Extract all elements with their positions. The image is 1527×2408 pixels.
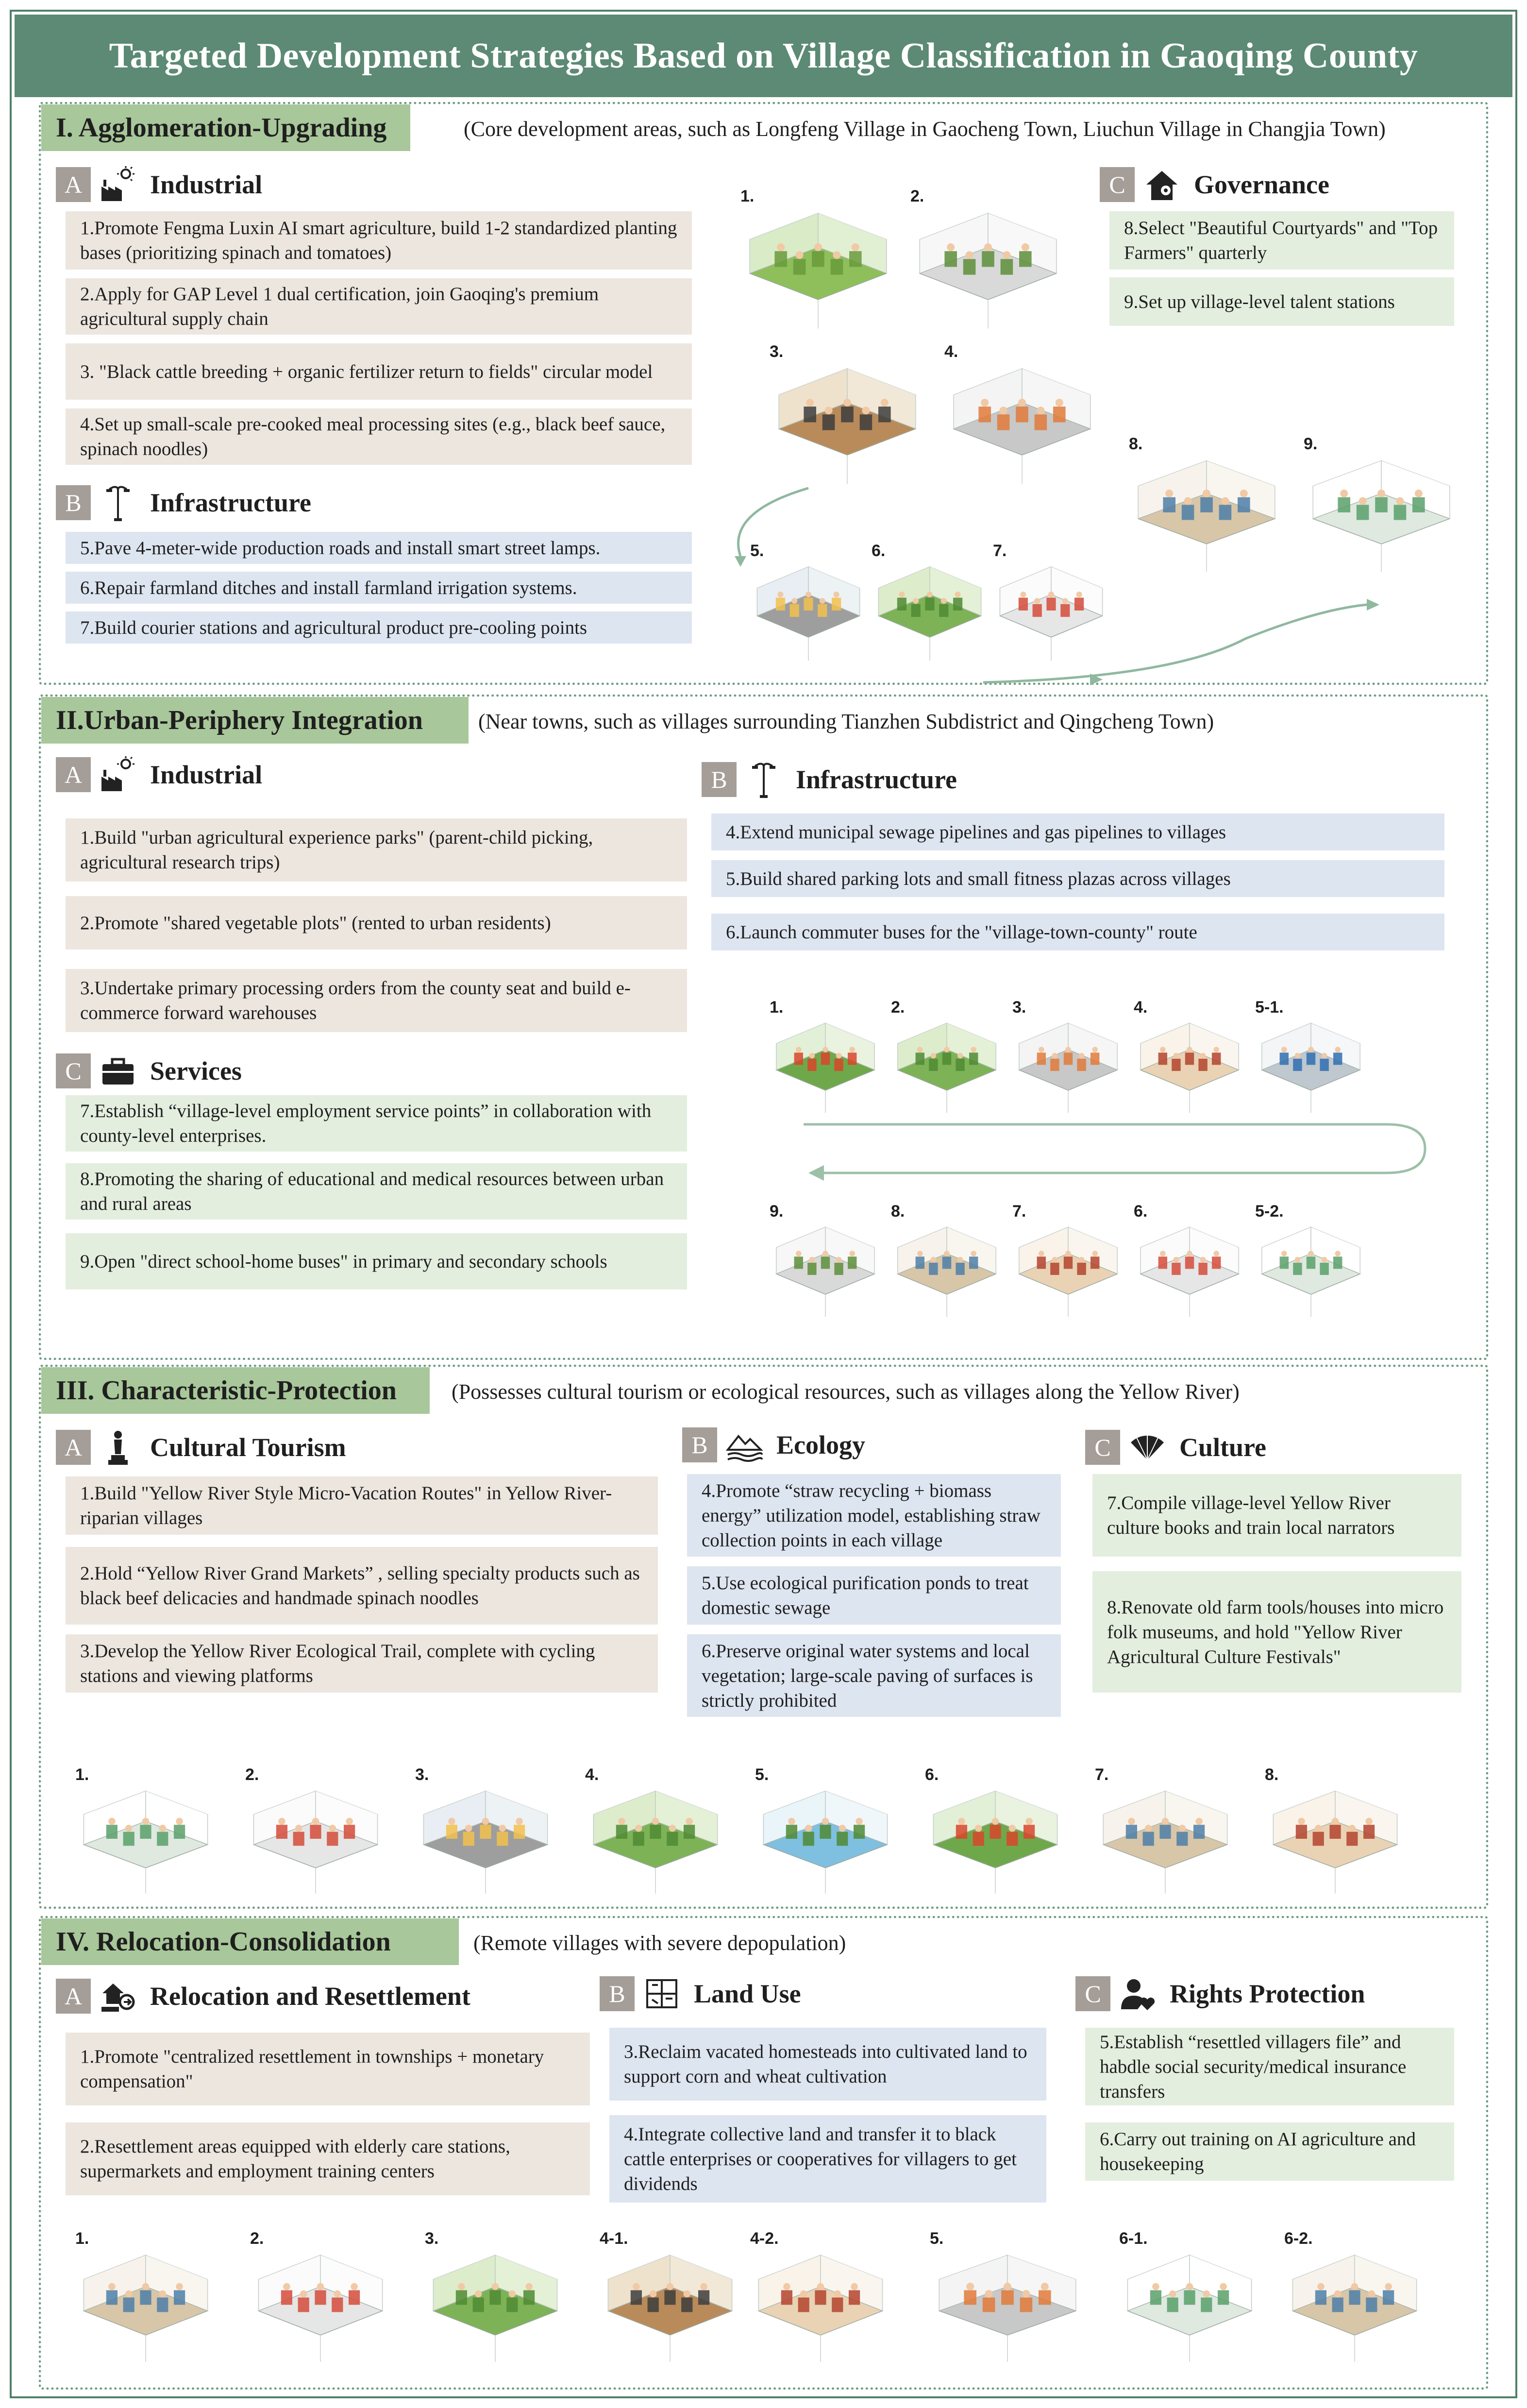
illustration-number: 1. [75,2229,89,2248]
illustration-pipelines [1134,998,1245,1121]
illustration-number: 9. [770,1202,784,1221]
illustration-grand-market [245,1765,386,1903]
illustration-number: 2. [250,2229,264,2248]
statue-icon [99,1428,137,1467]
illustration-number: 5. [750,542,764,560]
illustration-number: 6. [925,1765,939,1784]
strategy-item-5: 5.Pave 4-meter-wide production roads and install smart street lamps. [66,532,692,564]
illustration-culture-narrators [1095,1765,1236,1903]
illustration-straw-recycling [585,1765,726,1903]
section-title: I. Agglomeration-Upgrading [41,104,410,151]
illustration-smart-greenhouse [740,187,896,339]
strategy-item-5: 5.Establish “resettled villagers file” and habdle social security/medical insurance transfers [1085,2028,1454,2105]
strategy-item-9: 9.Set up village-level talent stations [1109,277,1454,326]
strategy-item-4: 4.Extend municipal sewage pipelines and gas pipelines to villages [711,814,1444,850]
illustration-number: 7. [993,542,1007,560]
illustration-cultivated-land [425,2229,566,2372]
illustration-cattle-barn [770,342,925,494]
illustration-resettlement-meeting [75,2229,216,2372]
strategy-item-3: 3. "Black cattle breeding + organic fertilizer return to fields" circular model [66,343,692,400]
illustration-cattle-farm [600,2229,740,2372]
category-letter: C [1100,167,1135,202]
person-heart-icon [1118,1974,1157,2013]
category-infrastructure [56,483,311,522]
illustration-purification-pond [755,1765,896,1903]
category-label: Infrastructure [150,488,311,517]
category-land-use [600,1974,801,2013]
category-infrastructure [702,760,957,799]
category-relocation [56,1977,470,2016]
illustration-number: 1. [770,998,784,1017]
strategy-item-1: 1.Build "Yellow River Style Micro-Vacation Routes" in Yellow River-riparian villages [66,1476,658,1535]
briefcase-icon [99,1051,137,1090]
illustration-number: 5-2. [1255,1202,1284,1221]
section-urban-periphery-integration [39,695,1488,1360]
category-letter: C [1075,1976,1110,2011]
illustration-folk-museum [1265,1765,1406,1903]
illustration-number: 5-1. [1255,998,1284,1017]
strategy-item-1: 1.Promote "centralized resettlement in townships + monetary compensation" [66,2033,590,2105]
section-relocation-consolidation [39,1916,1488,2390]
illustration-number: 6. [1134,1202,1148,1221]
house-gear-icon [1142,165,1181,204]
strategy-item-3: 3.Reclaim vacated homesteads into cultivated land to support corn and wheat cultivation [609,2028,1046,2101]
category-letter: B [702,762,737,797]
illustration-number: 2. [891,998,905,1017]
strategy-item-3: 3.Undertake primary processing orders from the county seat and build e-commerce forward warehouses [66,969,687,1032]
illustration-water-system [925,1765,1066,1903]
illustration-number: 8. [891,1202,905,1221]
section-description: (Near towns, such as villages surrounding Tianzhen Subdistrict and Qingcheng Town) [478,709,1214,733]
strategy-item-1: 1.Promote Fengma Luxin AI smart agriculture, build 1-2 standardized planting bases (prioritizing spinach and tomatoes) [66,211,692,270]
illustration-orchard [770,998,881,1121]
relocation-icon [99,1977,137,2016]
landscape-icon [725,1425,764,1464]
strategy-item-4: 4.Promote “straw recycling + biomass energy” utilization model, establishing straw collection points in each village [687,1474,1061,1557]
category-label: Industrial [150,760,263,789]
industry-sun-icon [99,165,137,204]
category-governance [1100,165,1329,204]
illustration-cooperative [750,2229,891,2372]
illustration-parking-lot [1255,998,1367,1121]
category-label: Relocation and Resettlement [150,1982,470,2011]
strategy-item-2: 2.Promote "shared vegetable plots" (rented to urban residents) [66,896,687,950]
street-lamp-icon [99,483,137,522]
section-title: IV. Relocation-Consolidation [41,1918,459,1965]
illustration-telemedicine [891,1202,1003,1325]
illustration-commuter-bus [1134,1202,1245,1325]
strategy-item-5: 5.Use ecological purification ponds to treat domestic sewage [687,1566,1061,1625]
strategy-item-2: 2.Resettlement areas equipped with elderly care stations, supermarkets and employment training centers [66,2122,590,2195]
category-letter: A [56,167,91,202]
section-description: (Remote villages with severe depopulation) [473,1931,846,1955]
category-industrial [56,165,262,204]
illustration-micro-vacation [75,1765,216,1903]
strategy-item-3: 3.Develop the Yellow River Ecological Trail, complete with cycling stations and viewing platforms [66,1634,658,1693]
strategy-item-7: 7.Build courier stations and agricultural product pre-cooling points [66,611,692,644]
illustration-number: 4-2. [750,2229,779,2248]
illustration-picking [891,998,1003,1121]
illustration-service-point [1012,1202,1124,1325]
strategy-item-6: 6.Preserve original water systems and local vegetation; large-scale paving of surfaces is strictly prohibited [687,1634,1061,1717]
illustration-number: 3. [415,1765,429,1784]
illustration-number: 1. [740,187,755,205]
category-label: Land Use [694,1979,801,2008]
illustration-number: 4. [1134,998,1148,1017]
strategy-item-2: 2.Hold “Yellow River Grand Markets” , selling specialty products such as black beef delicacies and handmade spinach noodles [66,1547,658,1625]
category-letter: A [56,1979,91,2014]
illustration-number: 8. [1129,435,1143,453]
illustration-number: 7. [1012,1202,1026,1221]
section-characteristic-protection [39,1365,1488,1909]
strategy-item-6: 6.Carry out training on AI agriculture and housekeeping [1085,2122,1454,2181]
category-letter: A [56,757,91,792]
category-letter: A [56,1430,91,1465]
strategy-item-7: 7.Establish “village-level employment service points” in collaboration with county-level enterprises. [66,1095,687,1152]
illustration-school-bus [770,1202,881,1325]
category-label: Infrastructure [796,765,957,794]
strategy-item-7: 7.Compile village-level Yellow River culture books and train local narrators [1092,1474,1461,1557]
illustration-number: 8. [1265,1765,1279,1784]
section-title: II.Urban-Periphery Integration [41,697,469,744]
illustration-number: 4. [944,342,958,361]
category-letter: B [600,1976,635,2011]
category-label: Governance [1194,170,1329,199]
category-letter: B [682,1427,717,1462]
category-label: Industrial [150,170,263,199]
illustration-number: 1. [75,1765,89,1784]
illustration-food-processing [944,342,1100,494]
illustration-produce-truck [910,187,1066,339]
section-description: (Possesses cultural tourism or ecological resources, such as villages along the Yellow River) [452,1379,1240,1404]
strategy-item-2: 2.Apply for GAP Level 1 dual certification, join Gaoqing's premium agricultural supply chain [66,278,692,335]
category-label: Culture [1179,1433,1267,1462]
illustration-fitness-plaza [1255,1202,1367,1325]
illustration-number: 3. [770,342,784,361]
illustration-number: 2. [245,1765,259,1784]
illustration-number: 4-1. [600,2229,628,2248]
category-cultural-tourism [56,1428,346,1467]
street-lamp-icon [744,760,783,799]
strategy-item-6: 6.Repair farmland ditches and install farmland irrigation systems. [66,572,692,604]
strategy-item-4: 4.Integrate collective land and transfer it to black cattle enterprises or cooperatives for villagers to get dividends [609,2115,1046,2203]
category-services [56,1051,242,1090]
strategy-item-4: 4.Set up small-scale pre-cooked meal processing sites (e.g., black beef sauce, spinach noodles) [66,408,692,465]
illustration-number: 6-1. [1119,2229,1148,2248]
industry-sun-icon [99,755,137,794]
category-letter: C [1085,1430,1120,1465]
illustration-number: 3. [1012,998,1026,1017]
illustration-number: 7. [1095,1765,1109,1784]
strategy-item-8: 8.Promoting the sharing of educational and medical resources between urban and rural areas [66,1163,687,1220]
illustration-number: 6. [872,542,886,560]
illustration-number: 4. [585,1765,599,1784]
category-label: Ecology [776,1430,865,1459]
illustration-ai-training [1119,2229,1260,2372]
strategy-item-8: 8.Select "Beautiful Courtyards" and "Top Farmers" quarterly [1109,211,1454,270]
category-rights-protection [1075,1974,1365,2013]
category-label: Services [150,1056,242,1085]
strategy-item-6: 6.Launch commuter buses for the "village-town-county" route [711,914,1444,950]
strategy-item-5: 5.Build shared parking lots and small fitness plazas across villages [711,860,1444,897]
illustration-supermarket [250,2229,391,2372]
illustration-ecological-trail [415,1765,556,1903]
illustration-number: 5. [930,2229,944,2248]
land-map-icon [642,1974,681,2013]
category-ecology [682,1425,865,1464]
strategy-item-8: 8.Renovate old farm tools/houses into micro folk museums, and hold "Yellow River Agricultural Culture Festivals" [1092,1571,1461,1693]
illustration-number: 2. [910,187,924,205]
section-title: III. Characteristic-Protection [41,1367,430,1414]
strategy-item-9: 9.Open "direct school-home buses" in primary and secondary schools [66,1233,687,1289]
fan-icon [1128,1428,1167,1467]
section-description: (Core development areas, such as Longfeng Village in Gaocheng Town, Liuchun Village in Changjia Town) [464,117,1386,141]
illustration-service-hall [930,2229,1085,2372]
section-agglomeration-upgrading [39,102,1488,685]
illustration-number: 5. [755,1765,769,1784]
illustration-housekeeping-training [1284,2229,1425,2372]
flow-arrow [794,1115,1440,1197]
category-industrial [56,755,262,794]
category-label: Cultural Tourism [150,1433,346,1462]
illustration-number: 3. [425,2229,439,2248]
category-label: Rights Protection [1170,1979,1365,2008]
strategy-item-1: 1.Build "urban agricultural experience parks" (parent-child picking, agricultural research trips) [66,818,687,882]
category-culture [1085,1428,1266,1467]
illustration-number: 6-2. [1284,2229,1313,2248]
category-letter: C [56,1053,91,1088]
flow-arrow [711,483,1391,687]
page-title: Targeted Development Strategies Based on Village Classification in Gaoqing County [15,15,1512,97]
illustration-number: 9. [1304,435,1318,453]
illustration-warehouse [1012,998,1124,1121]
category-letter: B [56,485,91,520]
